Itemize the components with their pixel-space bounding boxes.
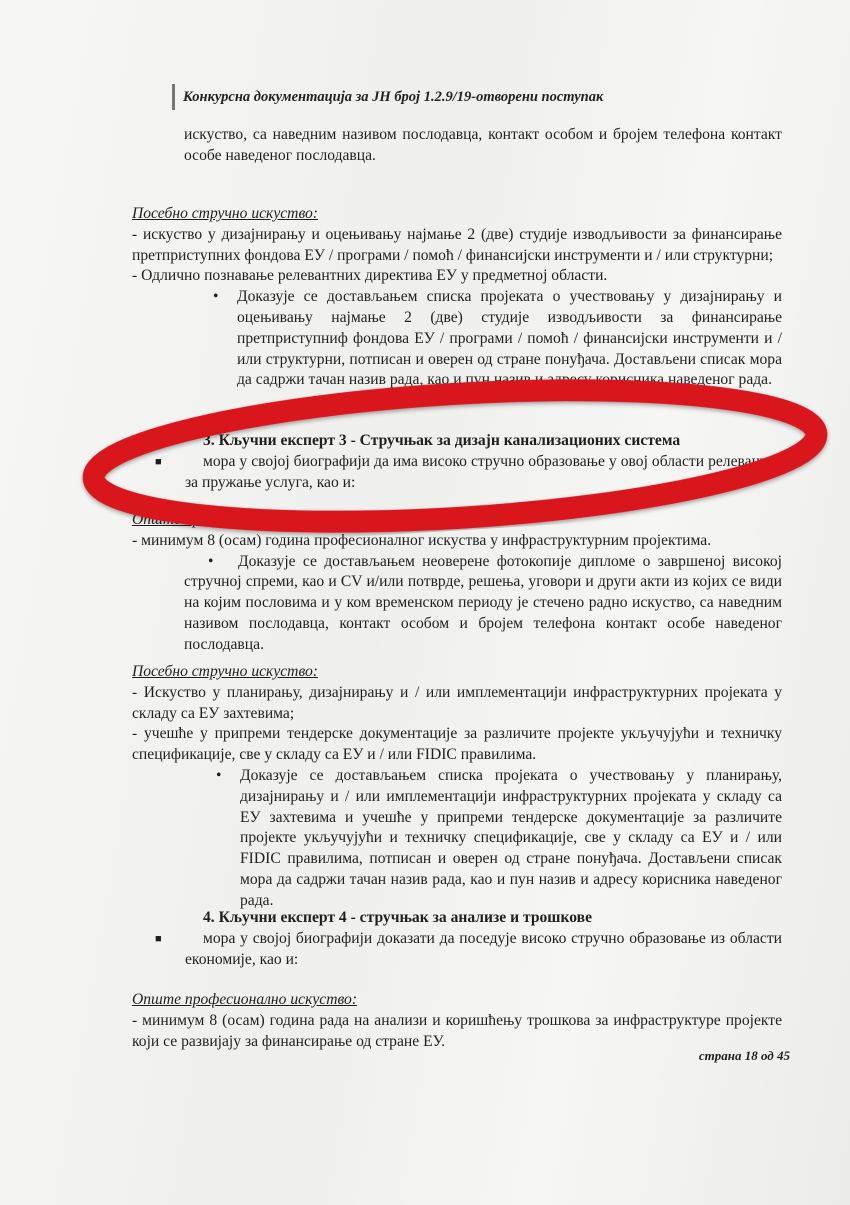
requirement-line: - Искуство у планирању, дизајнирању и / или имплементацији инфраструктурних пројеката у складу са ЕУ захтевима; (132, 683, 782, 722)
requirement-line: - минимум 8 (осам) година рада на анализи и коришћењу трошкова за инфраструктуре пројекте који се развијају за финансирање од стране ЕУ. (132, 1011, 782, 1050)
bullet-item (213, 287, 782, 391)
expert4-section (155, 908, 782, 970)
section-heading: Опште професионално искуство: (132, 991, 358, 1008)
requirement-line: - Одлично познавање релевантних директива ЕУ у предметној области. (132, 267, 608, 285)
expert3-general (132, 510, 782, 656)
expert4-requirement (155, 929, 782, 971)
requirement-line: - учешће у припреми тендерске документације за различите пројекте укључујући и техничку спецификације, све у складу са ЕУ и / или FIDIC правилима. (132, 725, 782, 764)
square-bullet-icon: ■ (155, 932, 162, 945)
bullet-icon: • (213, 288, 219, 306)
bullet-item (216, 766, 782, 912)
expert4-general (132, 990, 782, 1052)
requirement-line: - искуство у дизајнирању и оцењивању најмање 2 (две) студије изводљивости за финансирање претприступних фондова ЕУ / програми / помоћ / финансијски инструменти и / или структурни; (132, 225, 782, 264)
square-bullet-icon: ■ (155, 455, 162, 468)
requirement-text: мора у својој биографији доказати да поседује високо стручно образовање из области економије, као и: (185, 929, 782, 968)
bullet-icon: • (216, 766, 222, 784)
bullet-text: Доказује се достављањем списка пројеката о учествовању у дизајнирању и оцењивању најмање 2 (две) студије изводљивости за финансирање претприступниф фондова ЕУ / програми / помоћ / финансијски инструменти и / или структурни, потписан и оверен од стране понуђача. Достављени списак мора да садржи тачан назив рада, као и пун назив и адресу корисника наведеног рада. (237, 288, 782, 389)
expert3-section (155, 431, 782, 493)
expert3-special (132, 662, 782, 912)
page-number: страна 18 од 45 (698, 1048, 790, 1063)
requirement-line: - минимум 8 (осам) година професионалног искуства у инфраструктурним пројектима. (132, 531, 712, 549)
bullet-text: Доказује се достављањем неоверене фотокопије дипломе о завршеној високој стручној спреми, као и CV и/или потврде, решења, уговори и други акти из којих се види на којим пословима и у ком временском периоду је стечено радно искуство, са наведним називом послодавца, контакт особом и бројем телефона контакт особе наведеног послодавца. (184, 552, 782, 653)
expert4-title: 4. Кључни експерт 4 - стручњак за анализе и трошкове (203, 909, 593, 926)
paragraph-continued: искуство, са наведним називом послодавца, контакт особом и бројем телефона контакт особе наведеног послодавца. (184, 126, 782, 164)
requirement-text: мора у својој биографији да има високо стручно образовање у овој области релевантне за пружање услуга, као и: (185, 452, 782, 491)
section-special-experience (132, 204, 782, 391)
section-heading: Опште професионално искуство: (132, 511, 358, 528)
expert3-requirement (155, 452, 782, 494)
section-heading: Посебно стручно искуство: (132, 205, 318, 222)
section-heading: Посебно стручно искуство: (132, 663, 318, 680)
bullet-icon: • (208, 552, 214, 570)
document-header: Конкурсна документација за ЈН број 1.2.9/19-отворени поступак (172, 84, 603, 110)
bullet-item (184, 552, 782, 656)
expert3-title: 3. Кључни експерт 3 - Стручњак за дизајн канализационих система (203, 432, 681, 449)
bullet-text: Доказује се достављањем списка пројеката о учествовању у планирању, дизајнирању и / или имплементацији инфраструктурних пројеката у складу са ЕУ захтевима и учешће у припреми тендерске документације за различите пројекте укључујући и техничку спецификације, све у складу са ЕУ и / или FIDIC правилима, потписан и оверен од стране понуђача. Достављени списак мора да садржи тачан назив рада, као и пун назив и адресу корисника наведеног рада. (240, 766, 782, 909)
